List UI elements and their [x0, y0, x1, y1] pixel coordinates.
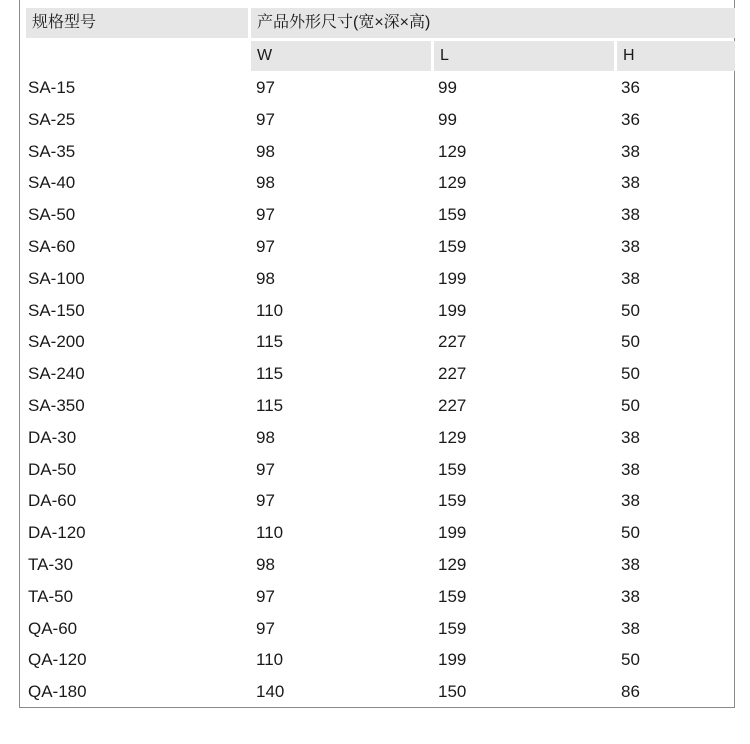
length-cell: 129: [438, 427, 467, 447]
width-cell: 115: [256, 395, 284, 415]
width-cell: 97: [256, 586, 275, 606]
model-cell: SA-15: [28, 78, 76, 97]
length-cell: 159: [438, 618, 467, 638]
width-cell: 97: [256, 459, 275, 479]
model-cell: QA-180: [28, 682, 87, 702]
length-cell: 99: [438, 109, 457, 129]
length-cell: 159: [438, 205, 467, 225]
height-cell: 38: [621, 205, 640, 225]
model-cell: SA-35: [28, 141, 76, 161]
length-cell: 159: [438, 586, 467, 606]
table-row: [0, 454, 750, 486]
model-cell: SA-50: [28, 205, 76, 225]
model-cell: QA-60: [28, 618, 78, 638]
table-row: [0, 613, 750, 645]
width-cell: 110: [256, 523, 284, 543]
table-row: [0, 390, 750, 422]
length-cell: 129: [438, 141, 467, 161]
model-cell: DA-30: [28, 427, 77, 447]
height-cell: 38: [621, 173, 640, 193]
width-cell: 97: [256, 491, 275, 511]
height-cell: 86: [621, 682, 640, 702]
table-row: [0, 517, 750, 549]
table-row: [0, 676, 750, 708]
length-cell: 199: [438, 650, 467, 670]
model-cell: SA-100: [28, 268, 85, 288]
height-cell: 38: [621, 459, 640, 479]
height-cell: 50: [621, 395, 640, 415]
length-cell: 227: [438, 395, 467, 415]
table-row: [0, 358, 750, 390]
height-cell: 50: [621, 332, 640, 352]
height-cell: 38: [621, 554, 640, 574]
table-row: [0, 231, 750, 263]
length-cell: 199: [438, 523, 467, 543]
height-cell: 36: [621, 109, 640, 129]
length-cell: 99: [438, 78, 457, 97]
length-cell: 129: [438, 173, 467, 193]
header-model: 规格型号: [26, 8, 248, 38]
table-row: [0, 199, 750, 231]
table-row: [0, 326, 750, 358]
height-cell: 50: [621, 364, 640, 384]
header-length: L: [434, 41, 614, 71]
width-cell: 97: [256, 109, 275, 129]
height-cell: 38: [621, 141, 640, 161]
height-cell: 38: [621, 427, 640, 447]
length-cell: 159: [438, 491, 467, 511]
width-cell: 115: [256, 364, 284, 384]
model-cell: DA-60: [28, 491, 77, 511]
table-row: [0, 263, 750, 295]
length-cell: 227: [438, 364, 467, 384]
width-cell: 97: [256, 236, 275, 256]
width-cell: 110: [256, 300, 284, 320]
header-width: W: [251, 41, 431, 71]
model-cell: TA-30: [28, 554, 74, 574]
model-cell: SA-350: [28, 395, 85, 415]
model-cell: SA-150: [28, 300, 85, 320]
width-cell: 98: [256, 141, 275, 161]
width-cell: 98: [256, 427, 275, 447]
table-row: [0, 104, 750, 136]
table-row: [0, 295, 750, 327]
width-cell: 98: [256, 173, 275, 193]
table-row: [0, 167, 750, 199]
width-cell: 140: [256, 682, 285, 702]
model-cell: SA-60: [28, 236, 76, 256]
height-cell: 50: [621, 523, 640, 543]
height-cell: 50: [621, 300, 640, 320]
length-cell: 227: [438, 332, 467, 352]
height-cell: 38: [621, 236, 640, 256]
height-cell: 50: [621, 650, 640, 670]
header-height: H: [617, 41, 735, 71]
model-cell: DA-120: [28, 523, 86, 543]
length-cell: 129: [438, 554, 467, 574]
height-cell: 38: [621, 491, 640, 511]
model-cell: SA-200: [28, 332, 85, 352]
table-row: [0, 422, 750, 454]
width-cell: 97: [256, 78, 275, 97]
header-dimensions: 产品外形尺寸(宽×深×高): [251, 8, 735, 38]
model-cell: SA-240: [28, 364, 85, 384]
width-cell: 97: [256, 618, 275, 638]
table-row: [0, 549, 750, 581]
height-cell: 38: [621, 618, 640, 638]
length-cell: 199: [438, 268, 467, 288]
height-cell: 36: [621, 78, 640, 97]
model-cell: SA-40: [28, 173, 76, 193]
length-cell: 199: [438, 300, 467, 320]
table-row: [0, 72, 750, 104]
length-cell: 159: [438, 459, 467, 479]
width-cell: 97: [256, 205, 275, 225]
width-cell: 110: [256, 650, 284, 670]
table-row: [0, 136, 750, 168]
length-cell: 159: [438, 236, 467, 256]
height-cell: 38: [621, 268, 640, 288]
model-cell: QA-120: [28, 650, 87, 670]
table-body: [0, 72, 750, 708]
table-row: [0, 581, 750, 613]
model-cell: SA-25: [28, 109, 76, 129]
width-cell: 98: [256, 554, 275, 574]
width-cell: 115: [256, 332, 284, 352]
model-cell: TA-50: [28, 586, 74, 606]
width-cell: 98: [256, 268, 275, 288]
height-cell: 38: [621, 586, 640, 606]
table-row: [0, 644, 750, 676]
model-cell: DA-50: [28, 459, 77, 479]
table-row: [0, 485, 750, 517]
length-cell: 150: [438, 682, 467, 702]
